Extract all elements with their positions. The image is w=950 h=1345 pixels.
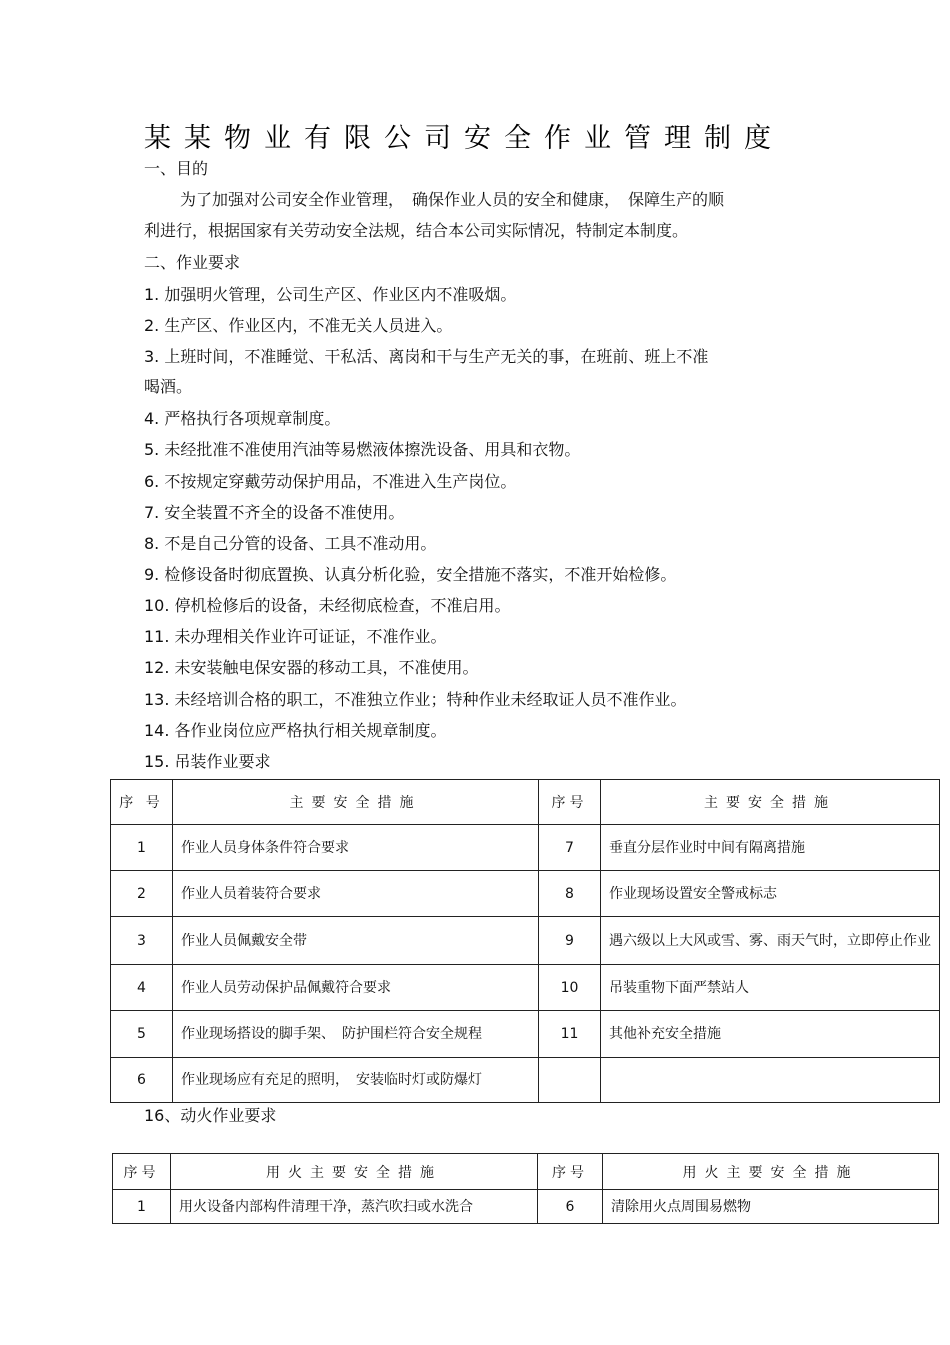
table-cell-measure: 垂直分层作业时中间有隔离措施 bbox=[601, 825, 940, 871]
column-header-seq: 序号 bbox=[113, 1154, 171, 1190]
column-header-measures: 用火主要安全措施 bbox=[603, 1154, 939, 1190]
table-cell-seq bbox=[539, 1058, 601, 1103]
requirement-item: 8. 不是自己分管的设备、工具不准动用。 bbox=[144, 534, 437, 553]
table-cell-measure: 用火设备内部构件清理干净，蒸汽吹扫或水洗合 bbox=[171, 1190, 538, 1224]
requirement-item: 1. 加强明火管理，公司生产区、作业区内不准吸烟。 bbox=[144, 285, 517, 304]
requirement-item: 4. 严格执行各项规章制度。 bbox=[144, 409, 341, 428]
table-header-row bbox=[113, 1154, 939, 1190]
table-row bbox=[111, 1058, 940, 1103]
requirement-item: 6. 不按规定穿戴劳动保护用品，不准进入生产岗位。 bbox=[144, 472, 517, 491]
table-row bbox=[111, 917, 940, 965]
table-row bbox=[113, 1190, 939, 1224]
table-row bbox=[111, 1011, 940, 1058]
table-cell-measure: 作业人员劳动保护品佩戴符合要求 bbox=[173, 965, 539, 1011]
table-cell-seq: 2 bbox=[111, 871, 173, 917]
purpose-paragraph-line: 利进行，根据国家有关劳动安全法规，结合本公司实际情况，特制定本制度。 bbox=[144, 221, 689, 240]
purpose-paragraph-line: 为了加强对公司安全作业管理， 确保作业人员的安全和健康， 保障生产的顺 bbox=[180, 190, 725, 209]
table-cell-seq: 11 bbox=[539, 1011, 601, 1058]
table-cell-measure: 吊装重物下面严禁站人 bbox=[601, 965, 940, 1011]
table-cell-seq: 9 bbox=[539, 917, 601, 965]
lifting-measures-table bbox=[110, 779, 940, 1103]
section-heading-lifting: 15. 吊装作业要求 bbox=[144, 752, 271, 771]
column-header-seq: 序 号 bbox=[111, 780, 173, 825]
table-cell-measure: 遇六级以上大风或雪、雾、雨天气时，立即停止作业 bbox=[601, 917, 940, 965]
table-row bbox=[111, 825, 940, 871]
table-cell-seq: 1 bbox=[111, 825, 173, 871]
requirement-item: 10. 停机检修后的设备，未经彻底检查，不准启用。 bbox=[144, 596, 511, 615]
table-header-row bbox=[111, 780, 940, 825]
table-cell-measure: 作业人员佩戴安全带 bbox=[173, 917, 539, 965]
table-cell-seq: 7 bbox=[539, 825, 601, 871]
requirement-item: 11. 未办理相关作业许可证证，不准作业。 bbox=[144, 627, 447, 646]
requirement-item-continued: 喝酒。 bbox=[144, 377, 193, 396]
table-row bbox=[111, 965, 940, 1011]
requirement-item: 13. 未经培训合格的职工，不准独立作业；特种作业未经取证人员不准作业。 bbox=[144, 690, 687, 709]
requirement-item: 9. 检修设备时彻底置换、认真分析化验，安全措施不落实，不准开始检修。 bbox=[144, 565, 677, 584]
table-cell-seq: 4 bbox=[111, 965, 173, 1011]
requirement-item: 7. 安全装置不齐全的设备不准使用。 bbox=[144, 503, 405, 522]
table-cell-measure: 作业现场设置安全警戒标志 bbox=[601, 871, 940, 917]
table-cell-measure: 其他补充安全措施 bbox=[601, 1011, 940, 1058]
requirement-item: 3. 上班时间，不准睡觉、干私活、离岗和干与生产无关的事，在班前、班上不准 bbox=[144, 347, 709, 366]
table-cell-seq: 5 bbox=[111, 1011, 173, 1058]
document-title: 某某物业有限公司安全作业管理制度 bbox=[144, 123, 784, 154]
requirement-item: 2. 生产区、作业区内，不准无关人员进入。 bbox=[144, 316, 453, 335]
table-cell-seq: 8 bbox=[539, 871, 601, 917]
table-row bbox=[111, 871, 940, 917]
requirement-item: 12. 未安装触电保安器的移动工具，不准使用。 bbox=[144, 658, 479, 677]
requirement-item: 5. 未经批准不准使用汽油等易燃液体擦洗设备、用具和衣物。 bbox=[144, 440, 581, 459]
table-cell-measure: 作业人员着装符合要求 bbox=[173, 871, 539, 917]
table-cell-measure: 作业现场应有充足的照明， 安装临时灯或防爆灯 bbox=[173, 1058, 539, 1103]
section-heading-purpose: 一、目的 bbox=[144, 159, 209, 178]
column-header-seq: 序号 bbox=[539, 780, 601, 825]
table-cell-measure bbox=[601, 1058, 940, 1103]
column-header-measures: 主要安全措施 bbox=[601, 780, 940, 825]
section-heading-requirements: 二、作业要求 bbox=[144, 253, 241, 272]
table-cell-seq: 6 bbox=[538, 1190, 603, 1224]
table-cell-measure: 清除用火点周围易燃物 bbox=[603, 1190, 939, 1224]
table-cell-seq: 1 bbox=[113, 1190, 171, 1224]
table-cell-seq: 6 bbox=[111, 1058, 173, 1103]
fire-measures-table bbox=[112, 1153, 939, 1224]
table-cell-measure: 作业人员身体条件符合要求 bbox=[173, 825, 539, 871]
table-cell-measure: 作业现场搭设的脚手架、 防护围栏符合安全规程 bbox=[173, 1011, 539, 1058]
column-header-measures: 用火主要安全措施 bbox=[171, 1154, 538, 1190]
table-cell-seq: 10 bbox=[539, 965, 601, 1011]
requirement-item: 14. 各作业岗位应严格执行相关规章制度。 bbox=[144, 721, 447, 740]
table-cell-seq: 3 bbox=[111, 917, 173, 965]
column-header-measures: 主要安全措施 bbox=[173, 780, 539, 825]
column-header-seq: 序号 bbox=[538, 1154, 603, 1190]
section-heading-fire: 16、动火作业要求 bbox=[144, 1106, 277, 1125]
